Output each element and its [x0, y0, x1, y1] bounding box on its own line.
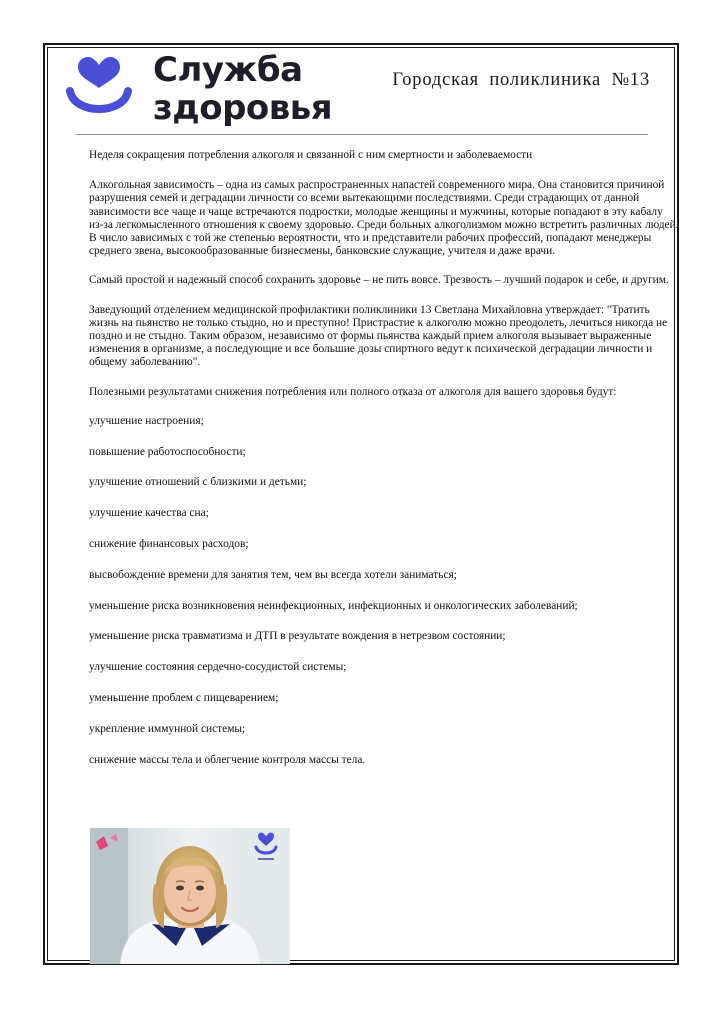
clinic-name: Городская поликлиника №13 [392, 70, 650, 90]
benefit-item: укрепление иммунной системы; [89, 722, 246, 735]
article-paragraph-2: Самый простой и надежный способ сохранить здоровье – не пить вовсе. Трезвость – лучший подарок и себе, и другим. [89, 274, 669, 287]
benefit-item: уменьшение риска возникновения неинфекционных, инфекционных и онкологических заболеваний; [89, 599, 578, 612]
logo-line-1: Служба [153, 50, 303, 90]
heart-smile-icon [66, 55, 132, 121]
service-logo [66, 50, 356, 130]
portrait-illustration [90, 828, 290, 964]
doctor-portrait-photo [90, 828, 290, 964]
logo-wordmark [153, 51, 332, 127]
article-paragraph-1: Алкогольная зависимость – одна из самых распространенных напастей современного мира. Она становится причиной разрушения семей и деградации личности со всеми вытекающими последствиями. Среди страдающих от данной зависимости все чаще и чаще встречаются подростки, молодые женщины и мужчины, которые попадают в эту кабалу из-за легкомысленного отношения к своему здоровью. Среди больных алкоголизмом можно встретить различных людей. В число зависимых с той же степенью вероятности, что и представители рабочих профессий, попадают менеджеры среднего звена, высокообразованные бизнесмены, банковские служащие, учителя и даже врачи. [89, 179, 679, 258]
article-body [89, 149, 679, 784]
benefit-item: улучшение отношений с близкими и детьми; [89, 476, 307, 489]
benefit-item: снижение массы тела и облегчение контроля массы тела. [89, 753, 366, 766]
article-paragraph-4: Полезными результатами снижения потребления или полного отказа от алкоголя для вашего здоровья будут: [89, 385, 617, 398]
benefit-item: уменьшение риска травматизма и ДТП в результате вождения в нетрезвом состоянии; [89, 630, 506, 643]
benefit-item: улучшение состояния сердечно-сосудистой системы; [89, 661, 347, 674]
article-paragraph-3: Заведующий отделением медицинской профилактики поликлиники 13 Светлана Михайловна утверждает: "Тратить жизнь на пьянство не только стыдно, но и преступно! Пристрастие к алкоголю можно преодолеть, лечиться никогда не поздно и не стыдно. Таким образом, независимо от формы пьянства каждый прием алкоголя вызывает выраженные изменения в организме, а последующие и все большие дозы спиртного ведут к психической деградации личности и общему заболеванию". [89, 303, 668, 369]
benefit-item: улучшение настроения; [89, 414, 204, 427]
logo-line-2: здоровья [153, 88, 333, 128]
header-divider [76, 134, 648, 135]
benefit-item: высвобождение времени для занятия тем, чем вы всегда хотели заниматься; [89, 568, 457, 581]
benefit-item: снижение финансовых расходов; [89, 538, 249, 551]
benefit-item: улучшение качества сна; [89, 507, 209, 520]
benefit-item: уменьшение проблем с пищеварением; [89, 692, 279, 705]
article-title: Неделя сокращения потребления алкоголя и связанной с ним смертности и заболеваемости [89, 149, 533, 161]
benefits-list [89, 415, 679, 767]
benefit-item: повышение работоспособности; [89, 445, 246, 458]
